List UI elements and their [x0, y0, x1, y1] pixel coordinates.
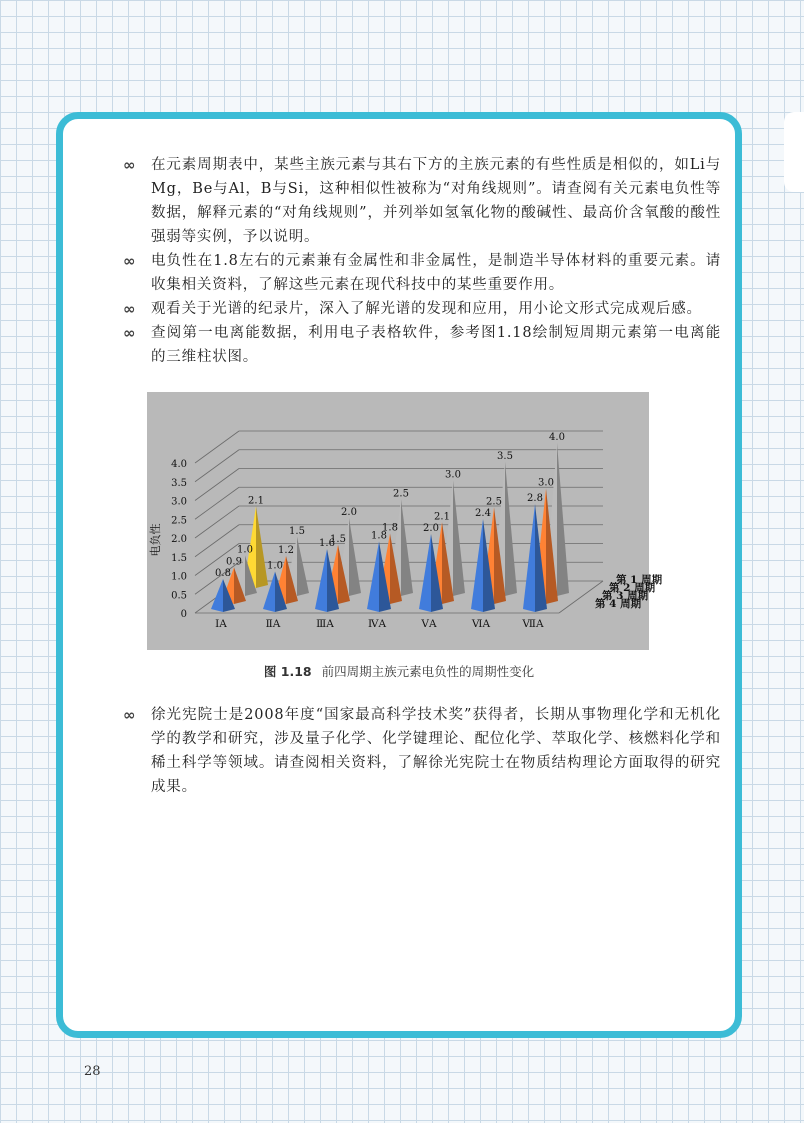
electronegativity-chart: [147, 392, 663, 650]
cone-bar-right: [349, 518, 361, 596]
cone-bar-left: [211, 579, 223, 612]
data-label: 1.8: [371, 530, 387, 542]
cone-bar-right: [453, 481, 465, 597]
gridline-side: [195, 487, 239, 519]
cone-bar-right: [557, 443, 569, 596]
data-label: 3.5: [497, 450, 513, 462]
data-label: 1.0: [267, 560, 283, 572]
y-axis-label: 电负性: [149, 523, 162, 557]
y-tick-label: 4.0: [171, 459, 187, 470]
y-tick-label: 3.0: [171, 496, 187, 508]
cone-bar-right: [505, 462, 517, 596]
figure-caption-text: 前四周期主族元素电负性的周期性变化: [321, 664, 535, 679]
x-tick-label: ⅦA: [522, 618, 544, 630]
data-label: 0.8: [215, 568, 231, 579]
data-label: 3.0: [538, 477, 554, 489]
infinity-bullet-icon: ∞: [123, 706, 137, 724]
list-item: [123, 153, 721, 249]
item-text: 电负性在1.8左右的元素兼有金属性和非金属性，是制造半导体材料的重要元素。请收集相关资料，了解这些元素在现代科技中的某些重要作用。: [151, 253, 721, 293]
infinity-bullet-icon: ∞: [123, 300, 137, 318]
data-label: 2.5: [393, 488, 409, 500]
item-text: 徐光宪院士是2008年度“国家最高科学技术奖”获得者，长期从事物理化学和无机化学的教学和研究，涉及量子化学、化学键理论、配位化学、萃取化学、核燃料化学和稀土科学等领域。请查阅相关资料，了解徐光宪院士在物质结构理论方面取得的研究成果。: [151, 707, 721, 795]
data-label: 1.8: [382, 522, 398, 534]
cone-bar-left: [419, 534, 431, 612]
chart-figure: [147, 392, 663, 650]
page-number: 28: [84, 1064, 101, 1079]
list-item: [123, 703, 721, 799]
data-label: 1.5: [289, 525, 305, 537]
series-label: 第 3 周期: [602, 590, 649, 602]
data-label: 1.6: [319, 538, 335, 549]
infinity-bullet-icon: ∞: [123, 156, 137, 174]
y-tick-label: 1.0: [171, 571, 187, 583]
item-text: 在元素周期表中，某些主族元素与其右下方的主族元素的有些性质是相似的，如Li与Mg，Be与Al，B与Si，这种相似性被称为“对角线规则”。请查阅有关元素电负性等数据，解释元素的“对角线规则”，并列举如氢氧化物的酸碱性、最高价含氧酸的酸性强弱等实例，予以说明。: [151, 157, 721, 245]
cone-bar-right: [401, 499, 413, 596]
activity-list-2: [123, 703, 721, 799]
gridline-side: [195, 431, 239, 463]
data-label: 1.2: [278, 545, 294, 556]
figure-number: 图 1.18: [263, 664, 312, 679]
content-card: [56, 112, 742, 1038]
y-tick-label: 0.5: [171, 590, 187, 602]
data-label: 2.0: [423, 523, 439, 534]
y-tick-label: 1.5: [171, 552, 187, 564]
y-tick-label: 2.5: [171, 515, 187, 527]
data-label: 1.0: [237, 544, 253, 556]
data-label: 2.0: [341, 507, 357, 518]
item-text: 观看关于光谱的纪录片，深入了解光谱的发现和应用，用小论文形式完成观后感。: [151, 301, 702, 317]
figure-caption: [63, 662, 735, 680]
page-side-tab: [784, 112, 804, 192]
data-label: 2.1: [434, 511, 450, 523]
data-label: 1.5: [330, 533, 346, 545]
x-tick-label: ⅠA: [215, 618, 227, 630]
gridline-side: [195, 525, 239, 557]
list-item: [123, 297, 721, 321]
data-label: 2.1: [248, 495, 264, 507]
list-item: [123, 321, 721, 369]
x-tick-label: ⅥA: [471, 618, 491, 630]
series-label: 第 2 周期: [609, 582, 656, 594]
cone-bar-right: [297, 537, 309, 596]
infinity-bullet-icon: ∞: [123, 252, 137, 270]
gridline-side: [195, 450, 239, 482]
series-label: 第 1 周期: [616, 574, 663, 586]
data-label: 2.4: [475, 508, 491, 519]
activity-list: [123, 153, 721, 369]
x-tick-label: ⅤA: [421, 618, 437, 630]
cone-bar-left: [523, 504, 535, 612]
cone-bar-right: [256, 506, 268, 588]
x-tick-label: ⅡA: [265, 618, 281, 630]
data-label: 2.5: [486, 496, 502, 508]
data-label: 4.0: [549, 432, 565, 443]
data-label: 3.0: [445, 469, 461, 481]
gridline-side: [195, 469, 239, 501]
cone-bar-left: [367, 542, 379, 613]
data-label: 2.8: [527, 493, 543, 504]
cone-bar-left: [315, 549, 327, 612]
y-tick-label: 3.5: [171, 477, 187, 489]
x-tick-label: ⅢA: [316, 618, 334, 630]
infinity-bullet-icon: ∞: [123, 324, 137, 342]
series-label: 第 4 周期: [595, 598, 642, 610]
y-tick-label: 2.0: [171, 534, 187, 545]
x-tick-label: ⅣA: [367, 618, 387, 630]
item-text: 查阅第一电离能数据，利用电子表格软件，参考图1.18绘制短周期元素第一电离能的三维柱状图。: [151, 325, 721, 365]
list-item: [123, 249, 721, 297]
y-tick-label: 0: [180, 609, 187, 620]
gridline-side: [195, 506, 239, 538]
cone-bar-left: [471, 519, 483, 612]
data-label: 0.9: [226, 556, 242, 568]
